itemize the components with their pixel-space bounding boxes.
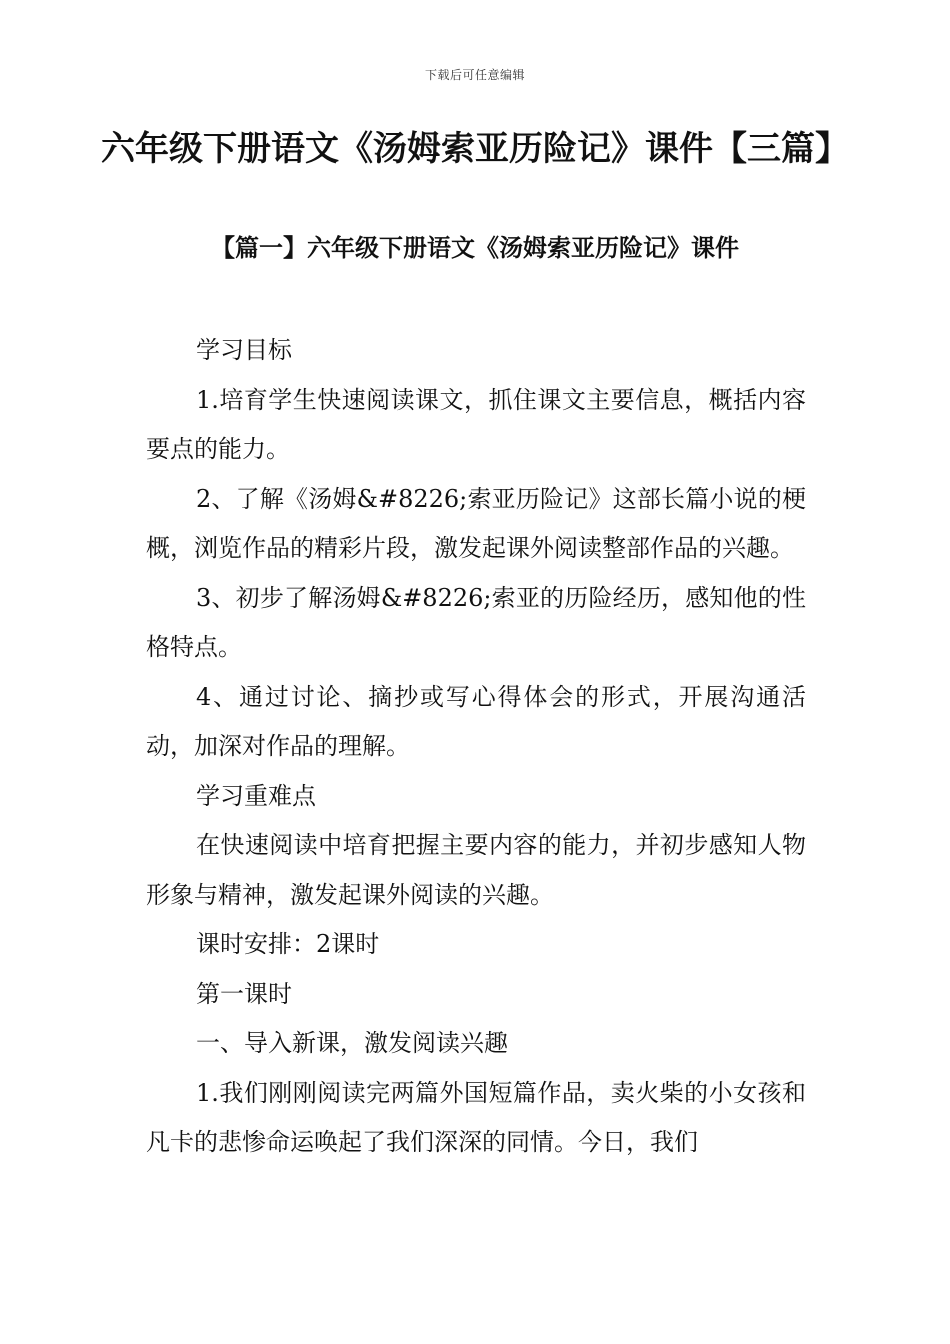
paragraph-first-lesson: 第一课时 bbox=[196, 979, 292, 1008]
paragraph-key-points-heading: 学习重难点 bbox=[196, 781, 316, 810]
document-title: 六年级下册语文《汤姆索亚历险记》课件【三篇】 bbox=[101, 129, 849, 169]
paragraph-goal-2: 2、了解《汤姆&#8226;索亚历险记》这部长篇小说的梗概，浏览作品的精彩片段，激发起课外阅读整部作品的兴趣。 bbox=[146, 484, 806, 562]
body-text bbox=[146, 326, 806, 1168]
paragraph-intro-1: 1.我们刚刚阅读完两篇外国短篇作品，卖火柴的小女孩和凡卡的悲惨命运唤起了我们深深的同情。今日，我们 bbox=[146, 1078, 806, 1156]
paragraph-goal-4: 4、通过讨论、摘抄或写心得体会的形式，开展沟通活动，加深对作品的理解。 bbox=[146, 682, 806, 760]
section-subtitle: 【篇一】六年级下册语文《汤姆索亚历险记》课件 bbox=[211, 233, 739, 262]
paragraph-section-intro: 一、导入新课，激发阅读兴趣 bbox=[196, 1029, 508, 1057]
paragraph-learning-goals-heading: 学习目标 bbox=[196, 336, 292, 364]
paragraph-goal-1: 1.培育学生快速阅读课文，抓住课文主要信息，概括内容要点的能力。 bbox=[146, 385, 806, 463]
paragraph-schedule: 课时安排：2课时 bbox=[196, 930, 380, 958]
paragraph-key-points: 在快速阅读中培育把握主要内容的能力，并初步感知人物形象与精神，激发起课外阅读的兴趣。 bbox=[146, 831, 806, 909]
header-note: 下载后可任意编辑 bbox=[424, 68, 525, 82]
paragraph-goal-3: 3、初步了解汤姆&#8226;索亚的历险经历，感知他的性格特点。 bbox=[146, 583, 806, 661]
